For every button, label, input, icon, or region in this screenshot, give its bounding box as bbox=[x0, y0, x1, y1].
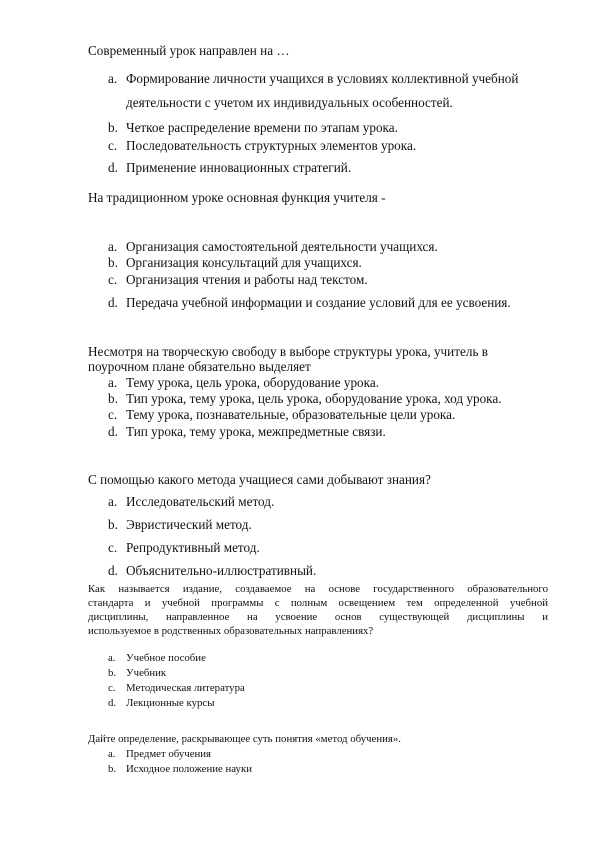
option-text-continued: деятельности с учетом их индивидуальных особенностей. bbox=[126, 95, 453, 110]
option-letter: b. bbox=[108, 391, 118, 406]
option-letter: a. bbox=[108, 375, 118, 390]
option-text: Последовательность структурных элементов урока. bbox=[126, 138, 417, 153]
option-text: Методическая литература bbox=[126, 682, 245, 694]
question-1-stem: Современный урок направлен на … bbox=[88, 43, 290, 58]
question-3-stem-continued: поурочном плане обязательно выделяет bbox=[88, 359, 311, 374]
option-text: Учебное пособие bbox=[126, 652, 206, 664]
option-text: Учебник bbox=[126, 667, 167, 679]
option-letter: a. bbox=[108, 239, 118, 254]
question-2-stem: На традиционном уроке основная функция учителя - bbox=[88, 190, 386, 205]
option-letter: a. bbox=[108, 71, 118, 86]
option-text: Организация чтения и работы над текстом. bbox=[126, 272, 368, 287]
option-text: Применение инновационных стратегий. bbox=[126, 160, 352, 175]
option-letter: d. bbox=[108, 295, 118, 310]
option-letter: d. bbox=[108, 424, 118, 439]
option-letter: c. bbox=[108, 407, 118, 422]
option-text: Предмет обучения bbox=[126, 748, 212, 760]
option-letter: a. bbox=[108, 748, 116, 760]
question-4-stem: С помощью какого метода учащиеся сами добывают знания? bbox=[88, 472, 431, 487]
option-letter: b. bbox=[108, 763, 117, 775]
option-text: Эвристический метод. bbox=[126, 517, 252, 532]
option-text: Объяснительно-иллюстративный. bbox=[126, 563, 317, 578]
option-letter: c. bbox=[108, 272, 118, 287]
option-letter: a. bbox=[108, 494, 118, 509]
option-letter: c. bbox=[108, 138, 118, 153]
option-letter: b. bbox=[108, 255, 118, 270]
option-letter: c. bbox=[108, 682, 116, 694]
option-text: Тему урока, познавательные, образовательные цели урока. bbox=[126, 407, 456, 422]
option-text: Тему урока, цель урока, оборудование урока. bbox=[126, 375, 380, 390]
option-letter: c. bbox=[108, 540, 118, 555]
option-text: Тип урока, тему урока, межпредметные связи. bbox=[126, 424, 386, 439]
question-5-stem: Как называется издание, создаваемое на основе государственного образовательного bbox=[88, 583, 548, 595]
option-letter: b. bbox=[108, 120, 118, 135]
option-text: Передача учебной информации и создание условий для ее усвоения. bbox=[126, 295, 511, 310]
question-6-stem: Дайте определение, раскрывающее суть понятия «метод обучения». bbox=[88, 733, 401, 745]
option-text: Исследовательский метод. bbox=[126, 494, 275, 509]
option-text: Организация самостоятельной деятельности учащихся. bbox=[126, 239, 438, 254]
question-5-stem-continued: стандарта и учебной программы с полным освещением тем определенной учебной bbox=[88, 597, 548, 609]
option-letter: b. bbox=[108, 667, 117, 679]
option-letter: b. bbox=[108, 517, 118, 532]
option-text: Тип урока, тему урока, цель урока, оборудование урока, ход урока. bbox=[126, 391, 502, 406]
question-3-stem: Несмотря на творческую свободу в выборе структуры урока, учитель в bbox=[88, 344, 488, 359]
option-letter: d. bbox=[108, 160, 118, 175]
option-text: Репродуктивный метод. bbox=[126, 540, 260, 555]
option-text: Организация консультаций для учащихся. bbox=[126, 255, 362, 270]
question-5-stem-continued: дисциплины, направленное на усвоение основ существующей дисциплины и bbox=[88, 611, 548, 623]
option-letter: a. bbox=[108, 652, 116, 664]
option-text: Четкое распределение времени по этапам урока. bbox=[126, 120, 398, 135]
option-text: Формирование личности учащихся в условиях коллективной учебной bbox=[126, 71, 519, 86]
option-text: Лекционные курсы bbox=[126, 697, 215, 709]
option-letter: d. bbox=[108, 697, 117, 709]
option-letter: d. bbox=[108, 563, 118, 578]
question-5-stem-continued: используемое в родственных образовательных направлениях? bbox=[88, 625, 374, 637]
option-text: Исходное положение науки bbox=[126, 763, 252, 775]
